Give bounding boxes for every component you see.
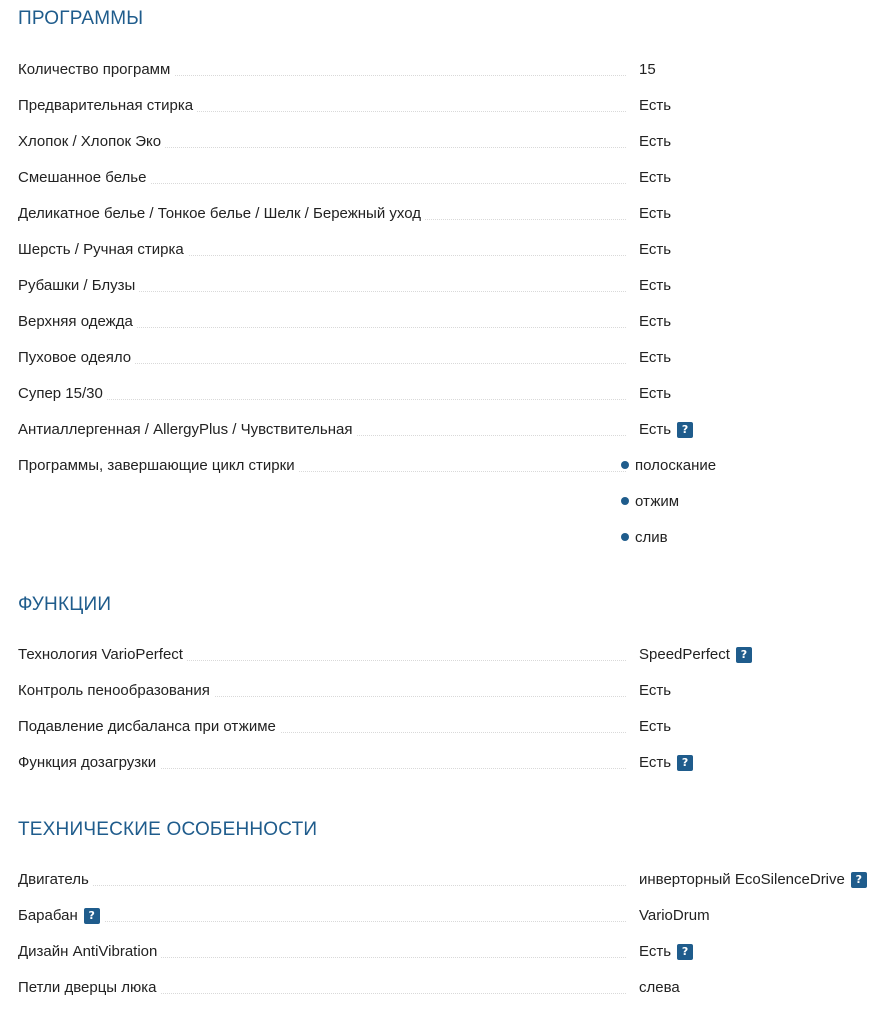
question-mark-icon[interactable]: ? <box>736 647 752 663</box>
question-mark-icon[interactable]: ? <box>677 755 693 771</box>
spec-value: Есть <box>639 277 672 294</box>
spec-value: Есть <box>639 313 672 330</box>
spec-label: Деликатное белье / Тонкое белье / Шелк / Бережный уход <box>18 204 425 224</box>
spec-row-drum <box>18 906 878 930</box>
spec-row-program-count <box>18 60 878 84</box>
spec-value: Есть <box>639 241 672 258</box>
spec-value-wrap <box>639 645 752 665</box>
spec-value-wrap <box>639 420 693 440</box>
spec-value: Есть <box>639 133 672 150</box>
dotted-leader <box>18 921 626 922</box>
list-item-text: полоскание <box>635 457 717 474</box>
spec-value: VarioDrum <box>639 907 710 924</box>
question-mark-icon[interactable]: ? <box>851 872 867 888</box>
spec-value: слева <box>639 979 680 996</box>
dotted-leader <box>18 885 626 886</box>
spec-label: Количество программ <box>18 60 174 80</box>
list-item-text: отжим <box>635 493 680 510</box>
question-mark-icon[interactable]: ? <box>84 908 100 924</box>
spec-value: Есть <box>639 943 672 960</box>
spec-label: Технология VarioPerfect <box>18 645 187 665</box>
spec-label: Программы, завершающие цикл стирки <box>18 456 299 476</box>
spec-value: инверторный EcoSilenceDrive <box>639 871 845 888</box>
spec-label: Рубашки / Блузы <box>18 276 139 296</box>
spec-row-finishing <box>18 456 878 480</box>
spec-row-imbalance <box>18 717 878 741</box>
spec-row-prewash <box>18 96 878 120</box>
spec-label: Супер 15/30 <box>18 384 107 404</box>
section-title-functions: ФУНКЦИИ <box>18 594 112 615</box>
spec-row-door-hinges <box>18 978 878 1002</box>
spec-label: Пуховое одеяло <box>18 348 135 368</box>
spec-row-foam-control <box>18 681 878 705</box>
spec-value: Есть <box>639 421 672 438</box>
spec-row-reload <box>18 753 878 777</box>
spec-label: Барабан <box>18 907 78 924</box>
bullet-dot-icon <box>621 533 629 541</box>
spec-label: Подавление дисбаланса при отжиме <box>18 717 280 737</box>
list-item <box>621 456 716 476</box>
spec-label: Верхняя одежда <box>18 312 137 332</box>
spec-label: Шерсть / Ручная стирка <box>18 240 188 260</box>
spec-row-delicates <box>18 204 878 228</box>
spec-row-wool <box>18 240 878 264</box>
spec-label: Петли дверцы люка <box>18 978 160 998</box>
spec-value: Есть <box>639 385 672 402</box>
list-item <box>621 492 679 512</box>
spec-row-shirts <box>18 276 878 300</box>
spec-row-outerwear <box>18 312 878 336</box>
spec-value: Есть <box>639 718 672 735</box>
list-item <box>621 528 668 548</box>
section-title-programs: ПРОГРАММЫ <box>18 8 144 29</box>
spec-label: Хлопок / Хлопок Эко <box>18 132 165 152</box>
spec-row-antivibration <box>18 942 878 966</box>
question-mark-icon[interactable]: ? <box>677 422 693 438</box>
list-item-text: слив <box>635 529 668 546</box>
spec-value-wrap <box>639 870 867 890</box>
spec-row-super <box>18 384 878 408</box>
dotted-leader <box>18 399 626 400</box>
spec-label: Контроль пенообразования <box>18 681 214 701</box>
spec-row-antiallergy <box>18 420 878 444</box>
spec-value: Есть <box>639 205 672 222</box>
spec-row-duvet <box>18 348 878 372</box>
spec-label: Предварительная стирка <box>18 96 197 116</box>
spec-row-varioperfect <box>18 645 878 669</box>
spec-label-wrap <box>18 906 104 926</box>
bullet-dot-icon <box>621 461 629 469</box>
spec-row-mixed <box>18 168 878 192</box>
spec-row-motor <box>18 870 878 894</box>
spec-value-wrap <box>639 942 693 962</box>
spec-label: Дизайн AntiVibration <box>18 942 161 962</box>
spec-label: Функция дозагрузки <box>18 753 160 773</box>
spec-label: Смешанное белье <box>18 168 150 188</box>
spec-value-wrap <box>639 753 693 773</box>
spec-value: Есть <box>639 169 672 186</box>
spec-value: Есть <box>639 349 672 366</box>
spec-value: 15 <box>639 61 656 78</box>
spec-label: Двигатель <box>18 870 93 890</box>
spec-value: SpeedPerfect <box>639 646 730 663</box>
spec-value: Есть <box>639 682 672 699</box>
question-mark-icon[interactable]: ? <box>677 944 693 960</box>
spec-row-cotton <box>18 132 878 156</box>
spec-value: Есть <box>639 754 672 771</box>
section-title-technical: ТЕХНИЧЕСКИЕ ОСОБЕННОСТИ <box>18 819 318 840</box>
bullet-dot-icon <box>621 497 629 505</box>
spec-value: Есть <box>639 97 672 114</box>
spec-label: Антиаллергенная / AllergyPlus / Чувствительная <box>18 420 357 440</box>
